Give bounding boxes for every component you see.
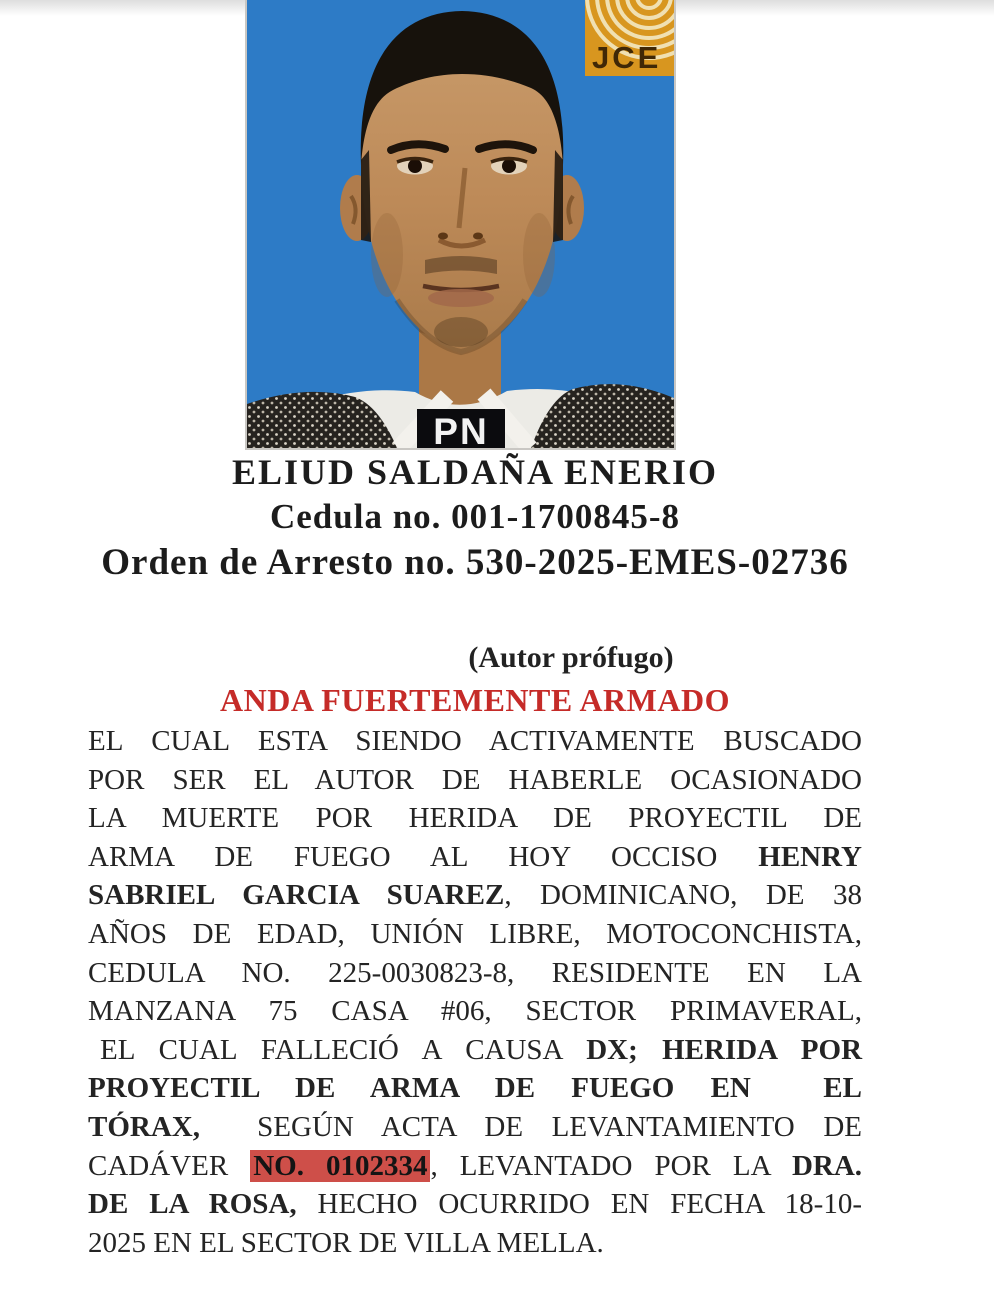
notice-body — [88, 722, 862, 1262]
text-segment: AÑOS DE EDAD, UNIÓN LIBRE, MOTOCONCHISTA, — [88, 917, 862, 950]
notice-line — [88, 1147, 862, 1186]
notice-line — [88, 1185, 862, 1224]
notice-line — [88, 915, 862, 954]
text-segment: CEDULA NO. 225-0030823-8, RESIDENTE EN LA — [88, 956, 862, 989]
text-segment: PROYECTIL DE ARMA DE FUEGO EN EL — [88, 1072, 862, 1105]
fugitive-label: (Autor prófugo) — [468, 641, 674, 674]
suspect-name: ELIUD SALDAÑA ENERIO — [231, 452, 719, 492]
highlighted-record-number: NO. 0102334 — [250, 1150, 430, 1182]
notice-line — [88, 722, 862, 761]
text-segment: EL CUAL ESTA SIENDO ACTIVAMENTE BUSCADO — [88, 725, 862, 757]
text-segment: EL CUAL FALLECIÓ A CAUSA — [100, 1033, 587, 1066]
poster-text-column — [88, 450, 862, 1262]
text-segment: DRA. — [791, 1149, 863, 1182]
text-segment: HECHO OCURRIDO EN FECHA 18-10- — [296, 1188, 862, 1221]
text-segment: , DOMINICANO, DE 38 — [504, 879, 862, 912]
pn-watermark-text: PN — [433, 411, 489, 448]
text-segment: HENRY — [758, 840, 862, 873]
notice-line — [88, 954, 862, 993]
armed-warning: ANDA FUERTEMENTE ARMADO — [220, 682, 730, 718]
pn-watermark — [417, 409, 505, 448]
text-segment: SEGÚN ACTA DE LEVANTAMIENTO DE — [199, 1110, 862, 1143]
notice-line — [88, 992, 862, 1031]
text-segment: CADÁVER — [88, 1149, 251, 1182]
notice-line — [88, 1069, 862, 1108]
notice-line — [88, 1031, 862, 1070]
notice-line — [88, 1108, 862, 1147]
notice-line — [88, 1224, 862, 1263]
text-segment: SABRIEL GARCIA SUAREZ — [88, 879, 505, 912]
suspect-photo — [245, 0, 676, 450]
jce-logo — [585, 0, 674, 76]
notice-line — [88, 838, 862, 877]
text-segment: POR SER EL AUTOR DE HABERLE OCASIONADO — [88, 763, 862, 796]
text-segment: ARMA DE FUEGO AL HOY OCCISO — [88, 840, 759, 873]
jce-logo-text: JCE — [592, 40, 662, 75]
text-segment: TÓRAX, — [88, 1110, 200, 1143]
cedula-number: Cedula no. 001-1700845-8 — [270, 497, 680, 536]
notice-line — [88, 799, 862, 838]
text-segment: LA MUERTE POR HERIDA DE PROYECTIL DE — [88, 802, 862, 835]
notice-line — [88, 876, 862, 915]
text-segment: DE LA ROSA, — [88, 1188, 297, 1221]
text-segment: , LEVANTADO POR LA — [430, 1149, 792, 1182]
text-segment: 2025 EN EL SECTOR DE VILLA MELLA. — [88, 1226, 604, 1259]
arrest-order-number: Orden de Arresto no. 530-2025-EMES-02736 — [101, 542, 849, 583]
notice-line — [88, 761, 862, 800]
text-segment: DX; HERIDA POR — [586, 1033, 863, 1066]
text-segment: MANZANA 75 CASA #06, SECTOR PRIMAVERAL, — [88, 995, 862, 1028]
